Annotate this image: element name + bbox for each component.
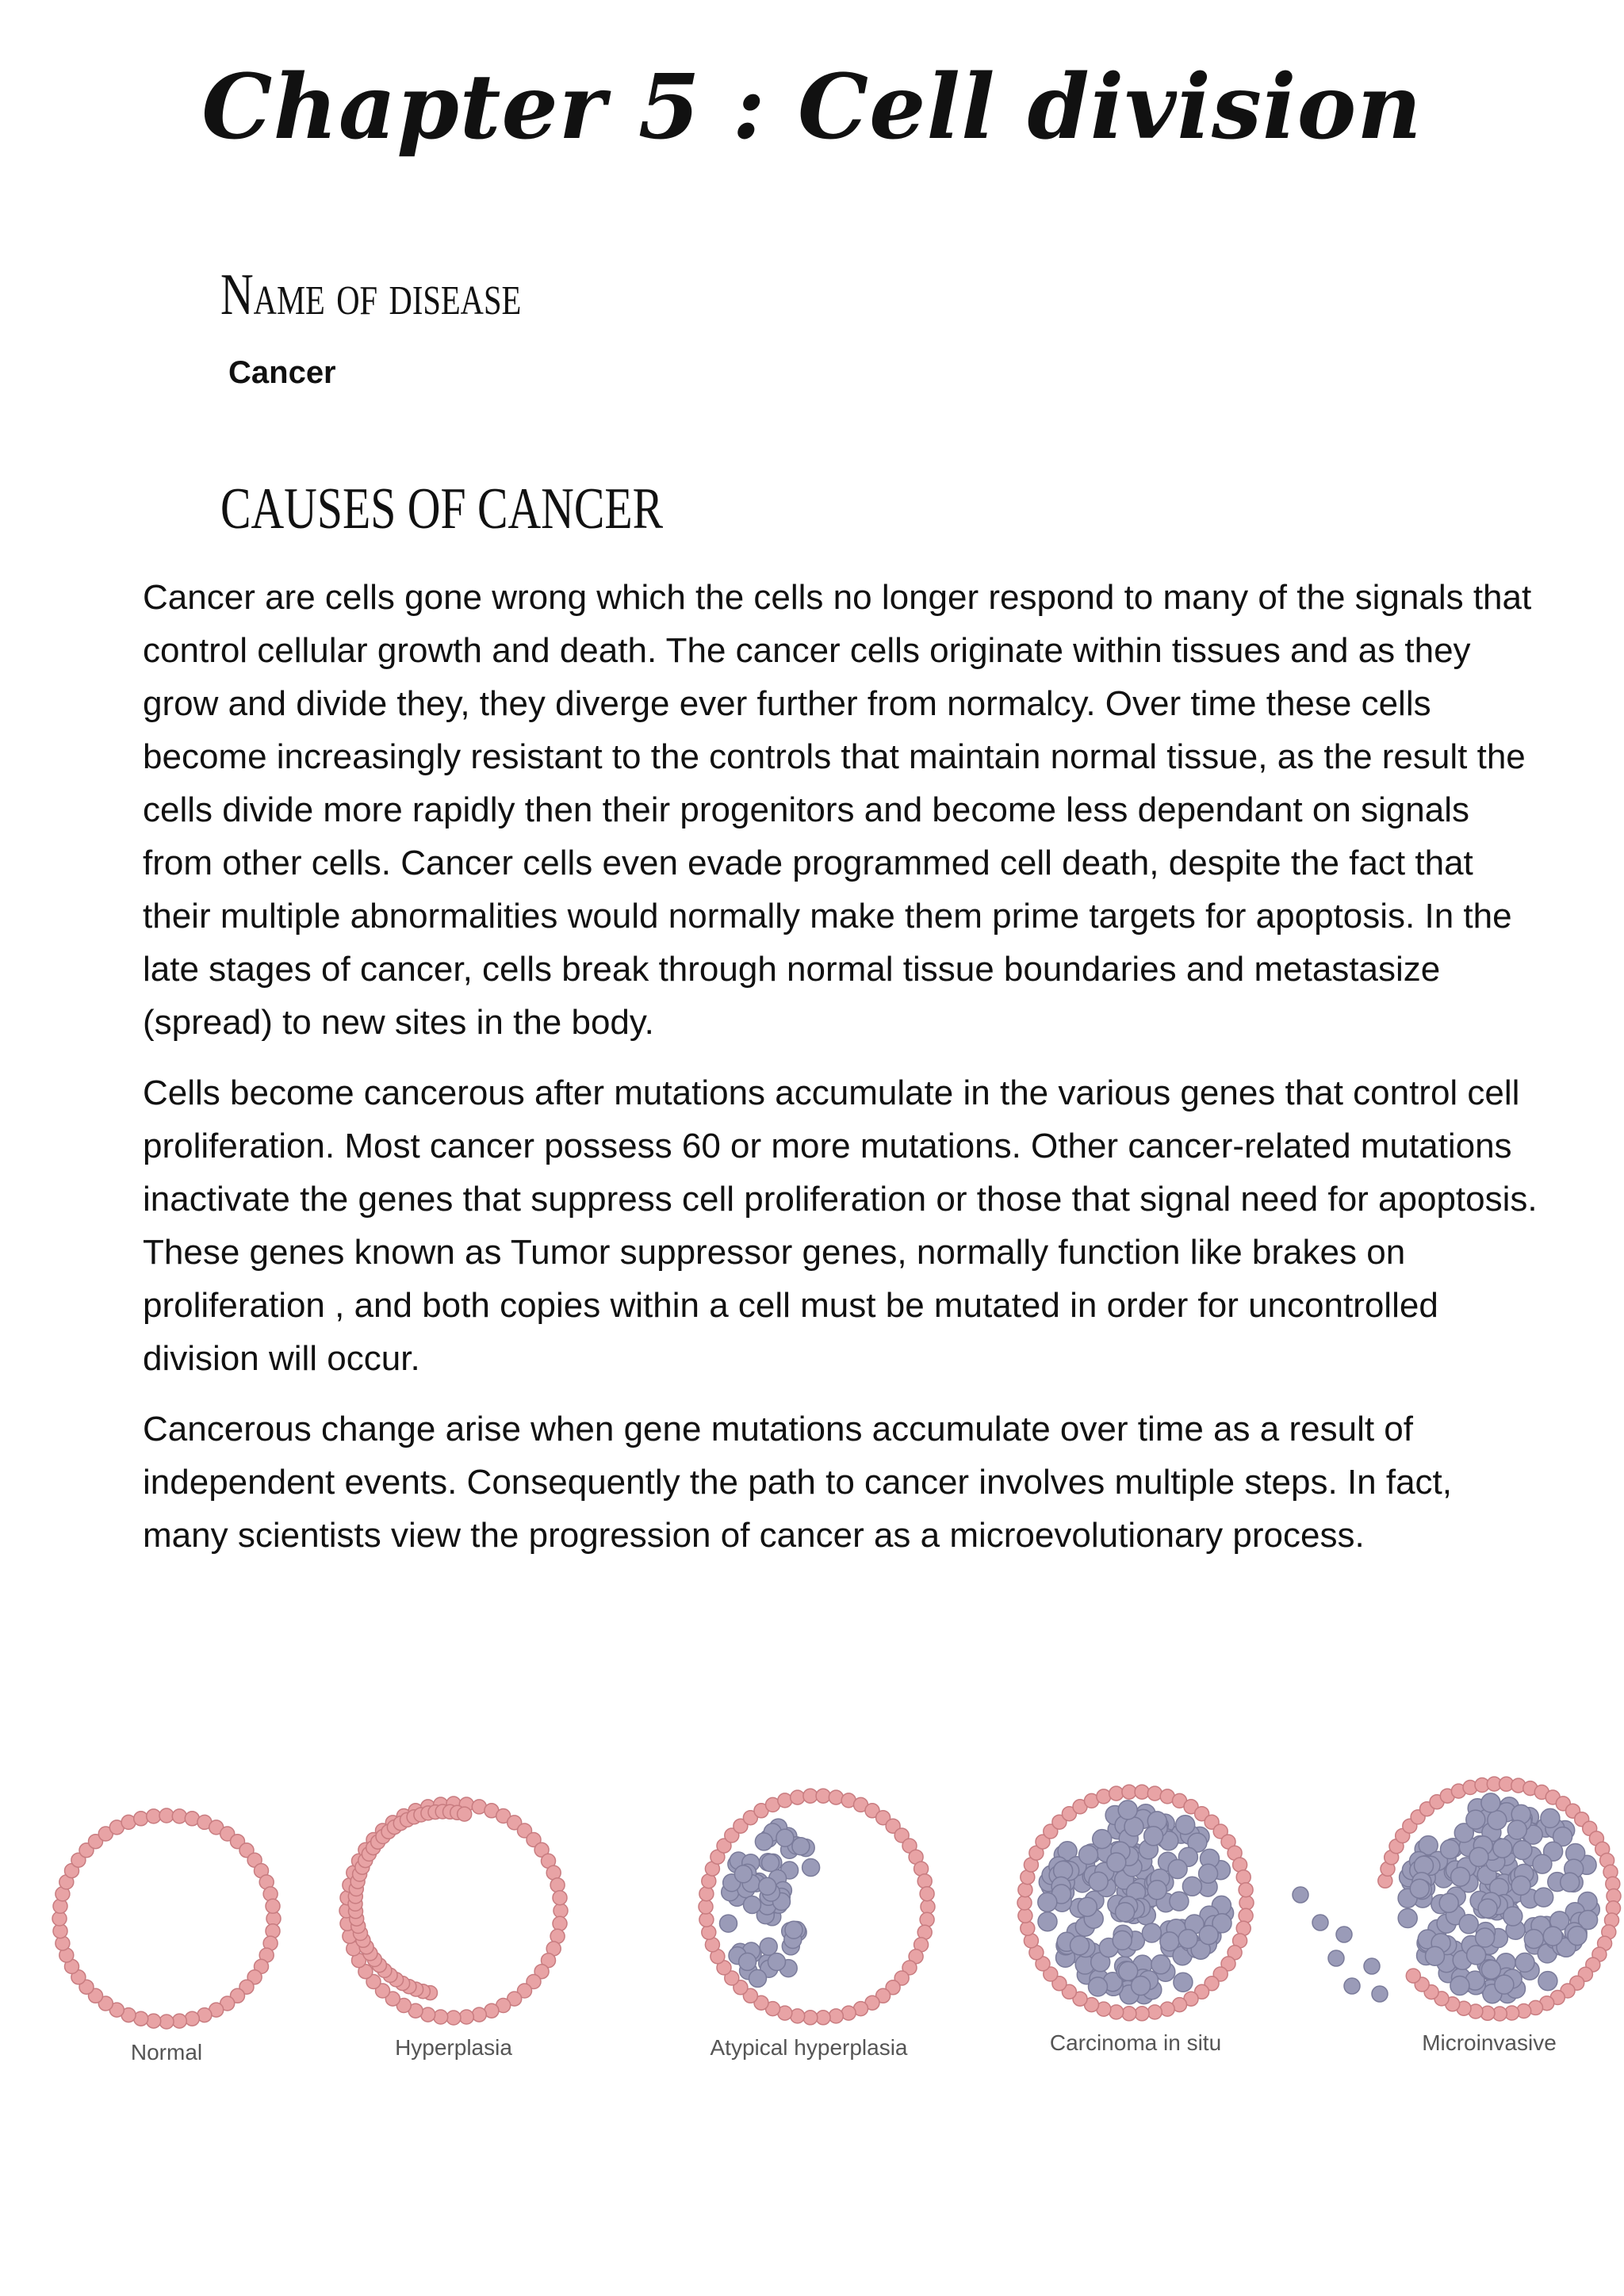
epithelial-cell [816, 1789, 830, 1803]
invading-cancer-cell [1364, 1958, 1380, 1974]
cancer-progression-figure [32, 1768, 1602, 2101]
invading-cancer-cell [1336, 1927, 1352, 1942]
epithelial-cell [699, 1912, 714, 1927]
epithelial-cell [1406, 1969, 1420, 1983]
epithelial-cell [446, 2011, 461, 2025]
cancer-cell [1170, 1892, 1189, 1911]
cancer-cell [792, 1838, 810, 1855]
stage-label-carcinoma-in-situ: Carcinoma in situ [1049, 2030, 1222, 2055]
epithelial-cell [1109, 2005, 1124, 2019]
page-title: Chapter 5 : Cell division [201, 55, 1423, 159]
disease-name-value: Cancer [228, 355, 336, 390]
epithelial-cell [1239, 1908, 1253, 1923]
cancer-cell [1493, 1839, 1512, 1858]
epithelial-cell [778, 1793, 792, 1808]
invading-cancer-cell [1328, 1950, 1344, 1966]
cancer-cell [1199, 1926, 1218, 1945]
epithelial-cell [1147, 1786, 1162, 1800]
epithelial-cell [1021, 1921, 1035, 1935]
epithelial-cell [921, 1900, 935, 1914]
epithelial-cell [1122, 1785, 1136, 1799]
cancer-cell [1398, 1909, 1417, 1928]
epithelial-cell [829, 2009, 843, 2023]
paragraph-1: Cancer are cells gone wrong which the cells no longer respond to many of the signals that control cellular growth and death. The cancer cells originate within tissues and as they grow and divide they, they diverge ever further from normalcy. Over time these cells become increasingly resistant to the controls that maintain normal tissue, as the result the cells divide more rapidly then their progenitors and become less dependant on signals from other cells. Cancer cells even evade programmed cell death, despite the fact that their multiple abnormalities would normally make them prime targets for apoptosis. In the late stages of cancer, cells break through normal tissue boundaries and metastasize (spread) to new sites in the body. [143, 578, 1532, 1042]
cancer-cell [1199, 1864, 1218, 1883]
cancer-cell [1515, 1953, 1534, 1972]
cancer-cell [1466, 1810, 1485, 1829]
epithelial-cell [159, 1808, 174, 1823]
cancer-cell [1488, 1811, 1507, 1830]
epithelial-cell [459, 2010, 473, 2024]
cancer-cell [1151, 1955, 1170, 1974]
cancer-cell [1178, 1930, 1197, 1949]
epithelial-cell [185, 2011, 199, 2026]
cancer-cell [759, 1877, 776, 1895]
epithelial-cell [1147, 2005, 1162, 2019]
cancer-cell [1071, 1936, 1090, 1955]
epithelial-cell [1135, 1785, 1149, 1799]
cancer-cell [1469, 1847, 1488, 1866]
epithelial-cell [134, 1812, 148, 1826]
cancer-cell [1568, 1927, 1587, 1946]
cancer-cell [1182, 1877, 1201, 1896]
cancer-cell [1038, 1892, 1057, 1911]
cancer-cell [1476, 1928, 1495, 1947]
cancer-cell [1113, 1931, 1132, 1950]
cancer-cell [1507, 1820, 1526, 1839]
epithelial-cell [553, 1916, 567, 1931]
invading-cancer-cell [1372, 1986, 1388, 2002]
cancer-cell [1118, 1800, 1137, 1820]
cancer-cell [1451, 1867, 1470, 1886]
cancer-cell [734, 1866, 752, 1883]
epithelial-cell [829, 1790, 843, 1804]
cancer-cell [1107, 1853, 1126, 1872]
epithelial-cell [172, 1809, 186, 1823]
cancer-progression-diagram [32, 1768, 1602, 2101]
cancer-cell [1410, 1879, 1429, 1898]
cancer-cell [1144, 1827, 1163, 1846]
section-heading-disease-name: Name of disease [220, 262, 522, 327]
epithelial-cell [472, 2007, 486, 2022]
epithelial-cell [702, 1925, 716, 1939]
cancer-cell [1441, 1840, 1460, 1859]
cancer-cell [1174, 1973, 1193, 1992]
epithelial-cell [434, 2010, 448, 2024]
epithelial-cell [1122, 2007, 1136, 2021]
body-text [143, 571, 1538, 1579]
cancer-cell [1561, 1873, 1580, 1892]
cancer-cell [1543, 1927, 1562, 1946]
epithelial-cell [553, 1891, 567, 1905]
epithelial-cell [699, 1900, 713, 1914]
cancer-cell [1038, 1912, 1057, 1931]
cancer-cell [1089, 1872, 1108, 1891]
epithelial-cell [1017, 1896, 1032, 1910]
cancer-cell [1142, 1923, 1161, 1942]
invading-cancer-cell [1344, 1978, 1360, 1994]
cancer-cell [768, 1954, 786, 1971]
cancer-cell [1503, 1907, 1522, 1926]
epithelial-cell [553, 1904, 568, 1918]
epithelial-cell [147, 1809, 161, 1823]
cancer-cell [1450, 1976, 1469, 1996]
cancer-cell [1524, 1930, 1543, 1949]
cancer-cell [755, 1833, 772, 1850]
cancer-cell [1168, 1860, 1187, 1879]
paragraph-3: Cancerous change arise when gene mutations accumulate over time as a result of independent events. Consequently the path to cancer involves multiple steps. In fact, many scientists view the progression of cancer as a microevolutionary process. [143, 1410, 1453, 1555]
epithelial-cell [266, 1899, 280, 1913]
cancer-cell [1495, 1975, 1514, 1994]
cancer-cell [1513, 1841, 1532, 1860]
cancer-cell [1533, 1854, 1552, 1873]
cancer-cell [1147, 1881, 1166, 1900]
cancer-cell [1478, 1899, 1497, 1918]
cancer-cell [749, 1969, 767, 1987]
cancer-cell [739, 1953, 756, 1970]
cancer-cell [1481, 1793, 1500, 1812]
cancer-cell [1119, 1961, 1138, 1980]
epithelial-cell [1018, 1908, 1032, 1923]
epithelial-cell [803, 1789, 818, 1803]
cancer-cell [1078, 1897, 1097, 1916]
cancer-cell [1481, 1960, 1500, 1979]
epithelial-cell [791, 2009, 805, 2023]
epithelial-cell [917, 1874, 932, 1888]
cancer-cell [744, 1896, 761, 1914]
cancer-cell [802, 1859, 820, 1877]
stage-label-hyperplasia: Hyperplasia [395, 2035, 512, 2060]
cancer-cell [1116, 1903, 1135, 1922]
cancer-cell [1439, 1893, 1458, 1912]
stage-label-normal: Normal [130, 2040, 203, 2064]
cancer-cell [1467, 1946, 1486, 1965]
epithelial-cell [699, 1887, 714, 1901]
epithelial-cell [920, 1912, 934, 1927]
cancer-cell [762, 1854, 779, 1872]
cancer-cell [760, 1938, 777, 1955]
epithelial-cell [1135, 2007, 1149, 2021]
stage-label-microinvasive: Microinvasive [1422, 2030, 1557, 2055]
cancer-cell [1093, 1830, 1112, 1849]
cancer-cell [1426, 1946, 1445, 1965]
epithelial-cell [172, 2014, 186, 2028]
section-heading-causes: CAUSES OF CANCER [220, 476, 664, 541]
cancer-cell [776, 1829, 794, 1846]
stage-label-atypical-hyperplasia: Atypical hyperplasia [710, 2035, 908, 2060]
cancer-cell [785, 1921, 802, 1938]
epithelial-cell [458, 1807, 472, 1821]
epithelial-cell [159, 2015, 174, 2029]
cancer-cell [1541, 1808, 1560, 1827]
epithelial-cell [803, 2011, 818, 2025]
cancer-cell [720, 1915, 737, 1932]
paragraph-2: Cells become cancerous after mutations accumulate in the various genes that control cell proliferation. Most cancer possess 60 or more mutations. Other cancer-related mutations inactivate the genes that suppress cell proliferation or those that signal need for apoptosis. These genes known as Tumor suppressor genes, normally function like brakes on proliferation , and both copies within a cell must be mutated in order for uncontrolled division will occur. [143, 1073, 1538, 1378]
cancer-cell [1538, 1972, 1557, 1991]
epithelial-cell [1018, 1883, 1032, 1897]
cancer-cell [1089, 1977, 1108, 1996]
epithelial-cell [1097, 1789, 1111, 1804]
cancer-cell [1176, 1816, 1195, 1835]
epithelial-cell [1160, 2002, 1174, 2016]
cancer-cell [1511, 1876, 1530, 1895]
cancer-cell [1079, 1846, 1098, 1865]
epithelial-cell [147, 2014, 161, 2028]
invading-cancer-cell [1312, 1915, 1328, 1931]
invading-cancer-cell [1293, 1887, 1308, 1903]
epithelial-cell [1109, 1786, 1124, 1800]
epithelial-cell [816, 2011, 830, 2025]
cancer-cell [1534, 1888, 1553, 1907]
epithelial-cell [1239, 1896, 1254, 1910]
cancer-cell [1160, 1932, 1179, 1951]
epithelial-cell [791, 1790, 805, 1804]
epithelial-cell [841, 2006, 856, 2020]
epithelial-cell [550, 1878, 565, 1892]
cancer-cell [1459, 1915, 1478, 1934]
epithelial-cell [1239, 1883, 1253, 1897]
epithelial-cell [920, 1887, 934, 1901]
epithelial-cell [1236, 1870, 1251, 1885]
